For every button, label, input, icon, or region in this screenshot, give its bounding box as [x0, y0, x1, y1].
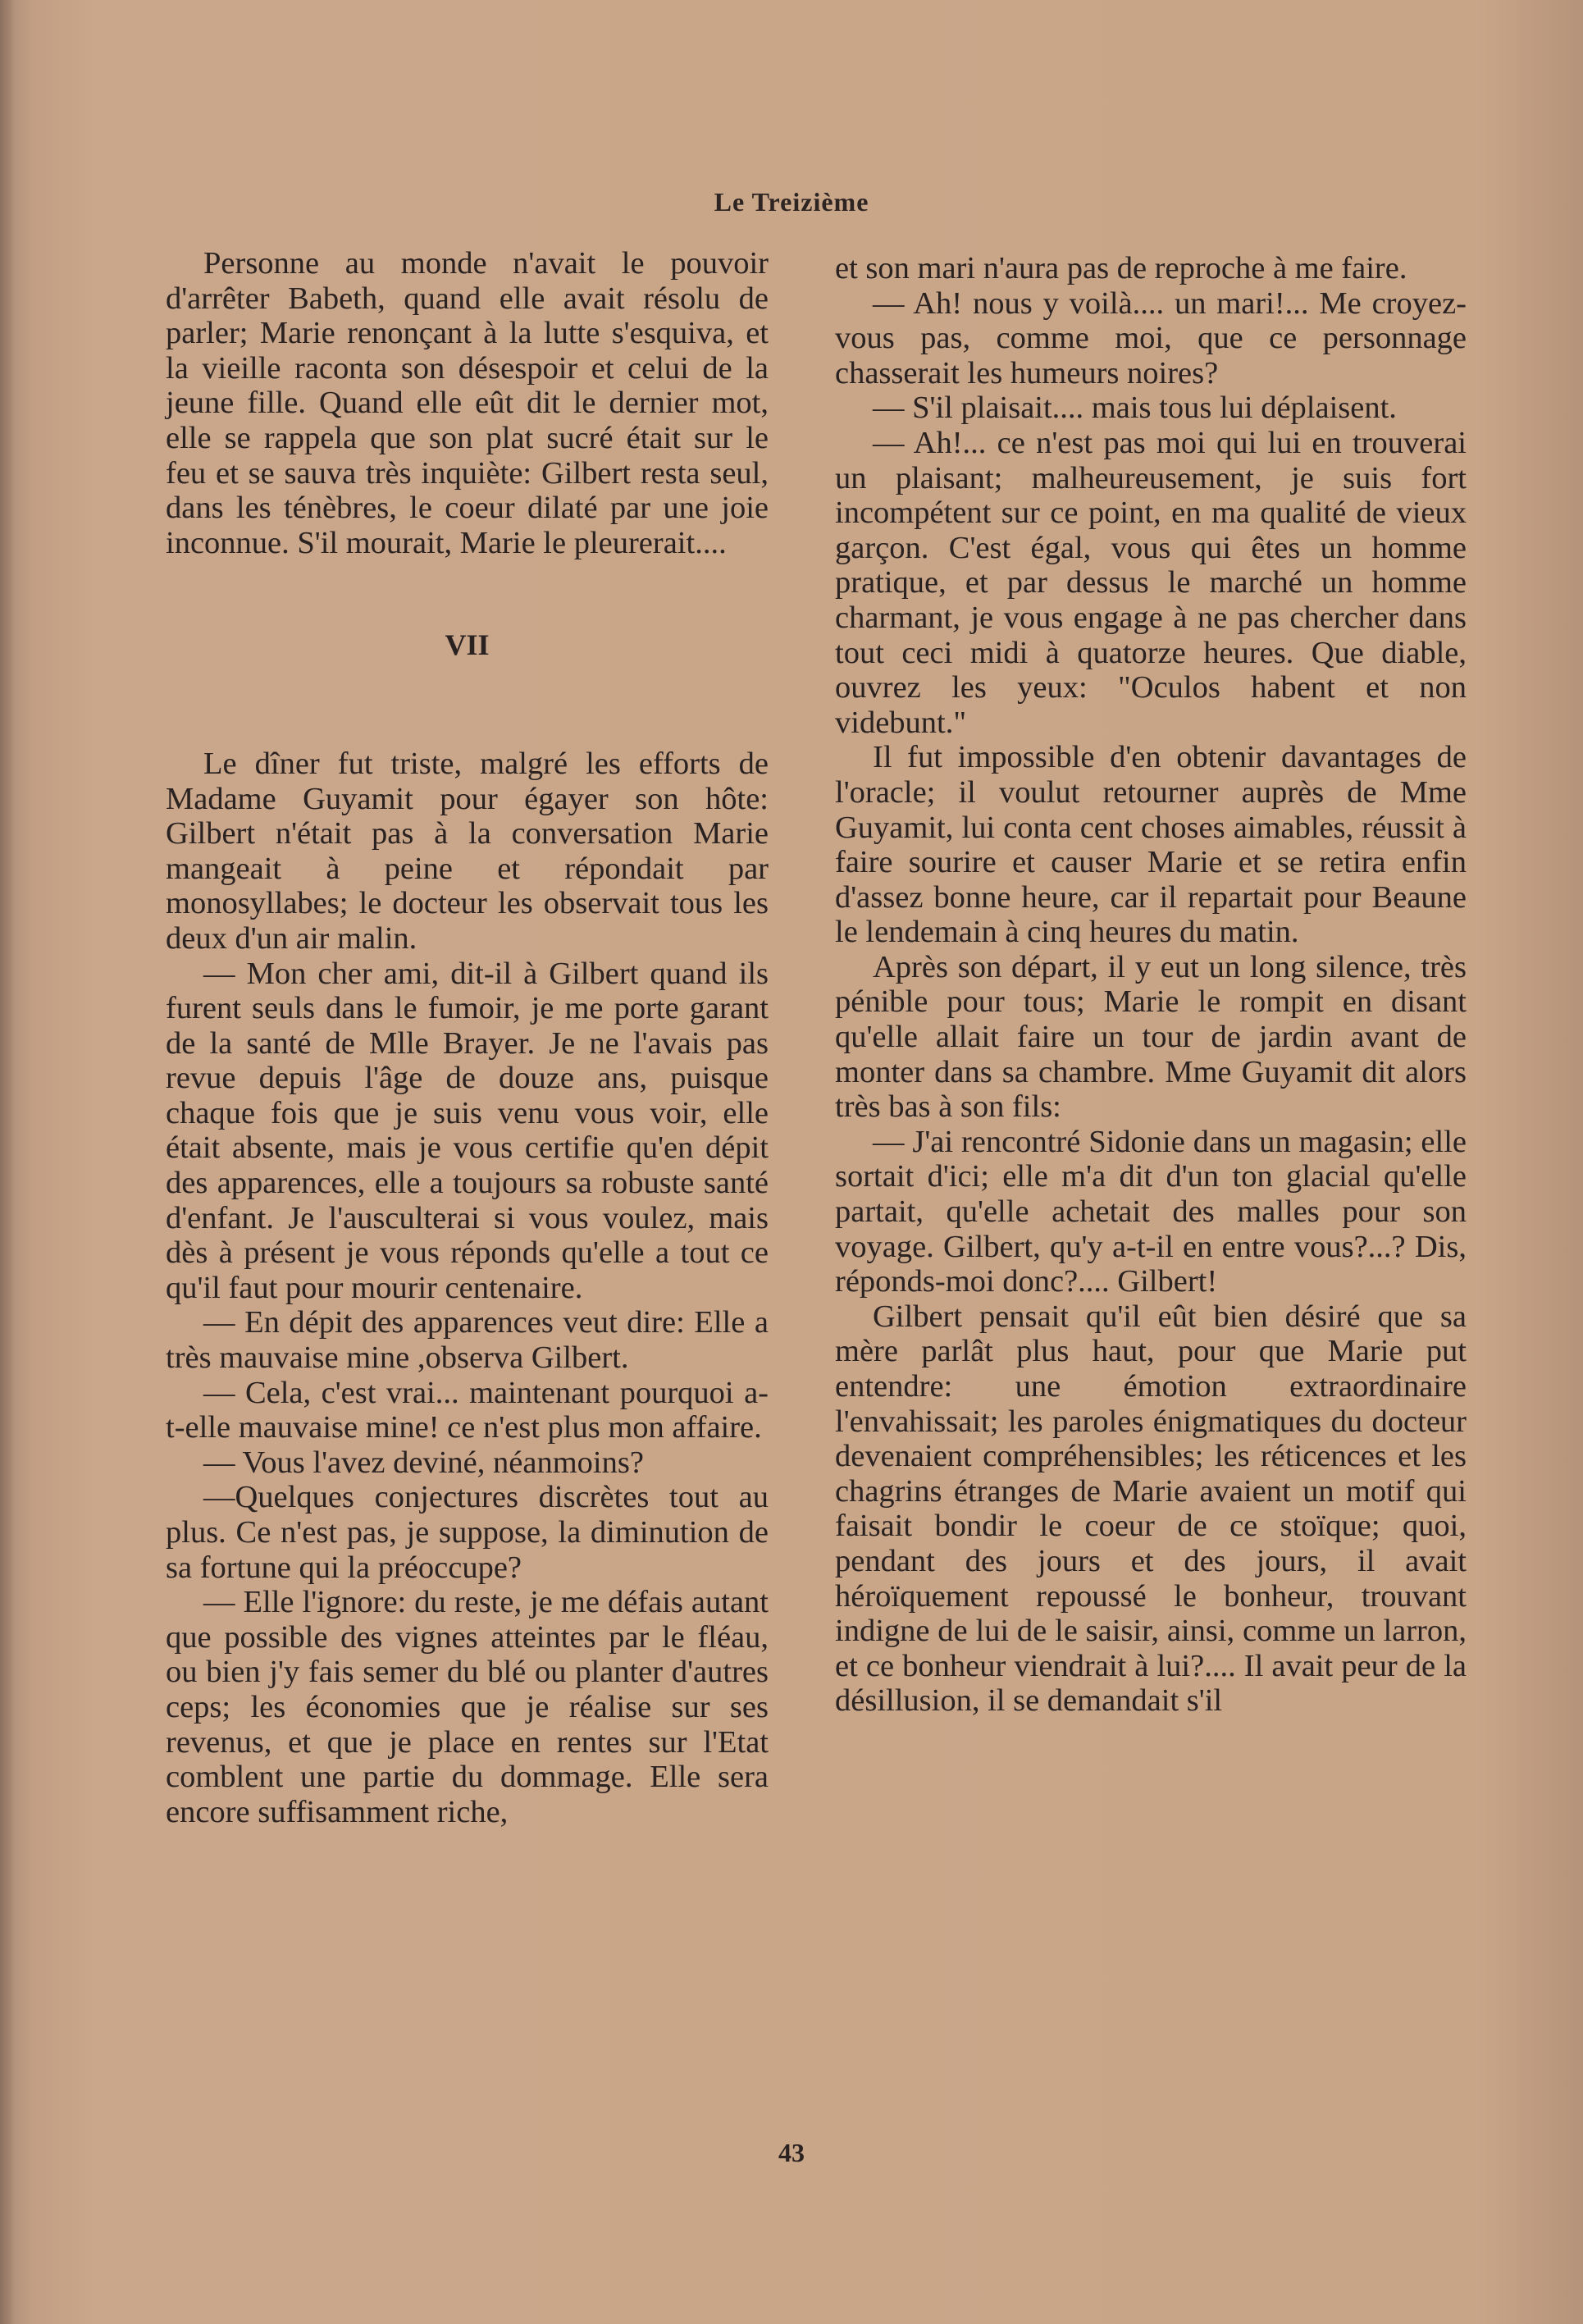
- paragraph: Il fut impossible d'en obtenir davantages de l'oracle; il voulut retourner auprès de Mme Guyamit, lui conta cent choses aimables, réussit à faire sourire et causer Marie et se retira enfin d'assez bonne heure, car il repartait pour Beaune le lendemain à cinq heures du matin.: [835, 740, 1467, 950]
- paragraph-continuation: et son mari n'aura pas de reproche à me faire.: [835, 251, 1407, 285]
- paragraph: Le dîner fut triste, malgré les efforts de Madame Guyamit pour égayer son hôte: Gilbert n'était pas à la conversation Marie mangeait à peine et répondait par monosyllabes; le docteur les observait tous les deux d'un air malin.: [166, 746, 769, 956]
- left-column: [166, 246, 769, 1829]
- right-column: [835, 251, 1467, 1719]
- page-number: 43: [778, 2138, 805, 2167]
- paragraph: — En dépit des apparences veut dire: Elle a très mauvaise mine ,observa Gilbert.: [166, 1305, 769, 1376]
- paragraph: Gilbert pensait qu'il eût bien désiré que sa mère parlât plus haut, pour que Marie put entendre: une émotion extraordinaire l'envahissait; les paroles énigmatiques du docteur devenaient compréhensibles; les réticences et les chagrins étranges de Marie avaient un motif qui faisait bondir le coeur de ce stoïque; quoi, pendant des jours et des jours, il avait héroïquement repoussé le bonheur, trouvant indigne de lui de le saisir, ainsi, comme un larron, et ce bonheur viendrait à lui?.... Il avait peur de la désillusion, il se demandait s'il: [835, 1299, 1467, 1719]
- paragraph: — J'ai rencontré Sidonie dans un magasin; elle sortait d'ici; elle m'a dit d'un ton glacial qu'elle partait, qu'elle achetait des malles pour son voyage. Gilbert, qu'y a-t-il en entre vous?...? Dis, réponds-moi donc?.... Gilbert!: [835, 1124, 1467, 1299]
- running-title: Le Treizième: [714, 187, 869, 217]
- paragraph: — Elle l'ignore: du reste, je me défais autant que possible des vignes atteintes par le fléau, ou bien j'y fais semer du blé ou planter d'autres ceps; les économies que je réalise sur ses revenus, et que je place en rentes sur l'Etat comblent une partie du dommage. Elle sera encore suffisamment riche,: [166, 1585, 769, 1829]
- paragraph: — Cela, c'est vrai... maintenant pourquoi a-t-elle mauvaise mine! ce n'est plus mon affaire.: [166, 1375, 769, 1445]
- paragraph: — S'il plaisait.... mais tous lui déplaisent.: [873, 390, 1397, 426]
- paragraph: — Vous l'avez deviné, néanmoins?: [203, 1445, 644, 1480]
- paragraph: Après son départ, il y eut un long silence, très pénible pour tous; Marie le rompit en disant qu'elle allait faire un tour de jardin avant de monter dans sa chambre. Mme Guyamit dit alors très bas à son fils:: [835, 949, 1467, 1125]
- page-edge-shadow: [0, 0, 15, 2324]
- chapter-heading: VII: [445, 628, 490, 662]
- paragraph: — Ah! nous y voilà.... un mari!... Me croyez-vous pas, comme moi, que ce personnage chasserait les humeurs noires?: [835, 285, 1467, 390]
- paragraph: —Quelques conjectures discrètes tout au plus. Ce n'est pas, je suppose, la diminution de sa fortune qui la préoccupe?: [166, 1480, 769, 1585]
- paragraph: Personne au monde n'avait le pouvoir d'arrêter Babeth, quand elle avait résolu de parler; Marie renonçant à la lutte s'esquiva, et la vieille raconta son désespoir et celui de la jeune fille. Quand elle eût dit le dernier mot, elle se rappela que son plat sucré était sur le feu et se sauva très inquiète: Gilbert resta seul, dans les ténèbres, le coeur dilaté par une joie inconnue. S'il mourait, Marie le pleurerait....: [166, 246, 769, 560]
- paragraph: — Mon cher ami, dit-il à Gilbert quand ils furent seuls dans le fumoir, je me porte garant de la santé de Mlle Brayer. Je ne l'avais pas revue depuis l'âge de douze ans, puisque chaque fois que je suis venu vous voir, elle était absente, mais je vous certifie qu'en dépit des apparences, elle a toujours sa robuste santé d'enfant. Je l'ausculterai si vous voulez, mais dès à présent je vous réponds qu'elle a tout ce qu'il faut pour mourir centenaire.: [166, 956, 769, 1305]
- paragraph: — Ah!... ce n'est pas moi qui lui en trouverai un plaisant; malheureusement, je suis fort incompétent sur ce point, en ma qualité de vieux garçon. C'est égal, vous qui êtes un homme pratique, et par dessus le marché un homme charmant, je vous engage à ne pas chercher dans tout ceci midi à quatorze heures. Que diable, ouvrez les yeux: "Oculos habent et non videbunt.": [835, 425, 1467, 740]
